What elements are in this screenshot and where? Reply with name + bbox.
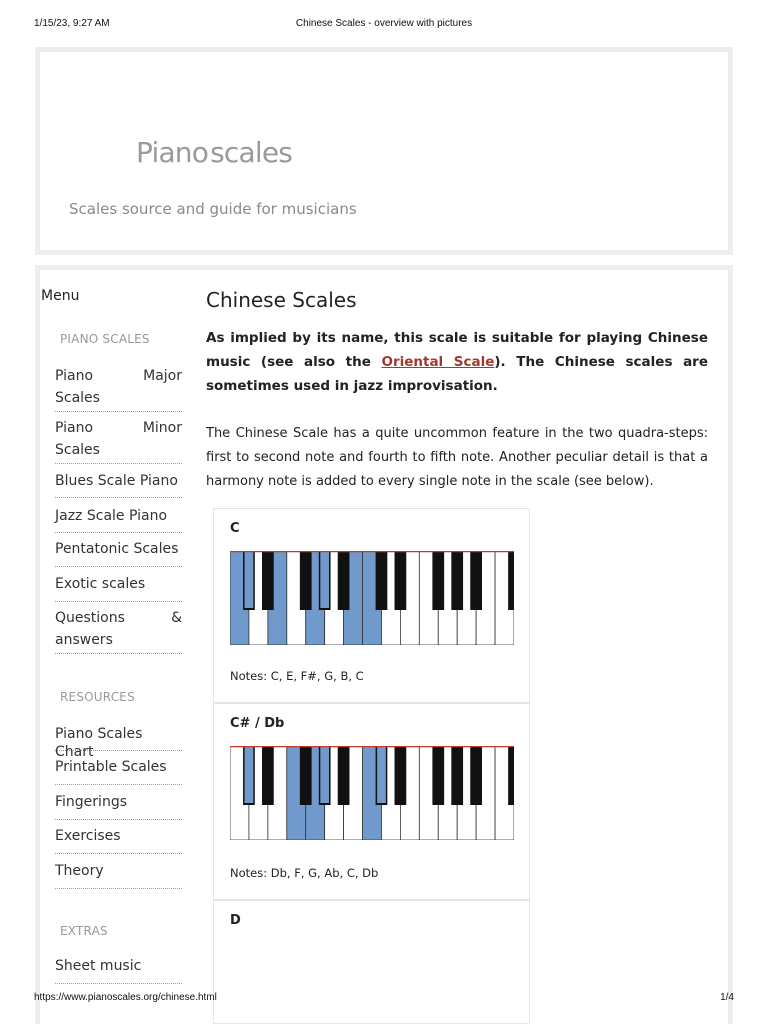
scale-name: C# / Db bbox=[230, 716, 285, 731]
print-doc-title: Chinese Scales - overview with pictures bbox=[295, 18, 473, 29]
black-key bbox=[338, 551, 350, 610]
logo-part-piano: Piano bbox=[136, 136, 209, 169]
sidebar-item-label-word: Scales bbox=[55, 390, 100, 406]
scale-notes: Notes: C, E, F#, G, B, C bbox=[230, 669, 364, 683]
oriental-scale-link[interactable]: Oriental Scale bbox=[381, 354, 495, 370]
black-key bbox=[395, 551, 407, 610]
sidebar-item-exercises[interactable]: Exercises bbox=[55, 827, 182, 854]
sidebar-item-pentatonic-scales[interactable]: Pentatonic Scales bbox=[55, 540, 182, 567]
black-key bbox=[451, 551, 463, 610]
site-tagline: Scales source and guide for musicians bbox=[69, 200, 357, 218]
scale-name: C bbox=[230, 521, 240, 536]
scale-name: D bbox=[230, 913, 241, 928]
intro-text-end: ). The Chinese scales are sometimes used in jazz improvisation. bbox=[206, 354, 708, 394]
black-key-highlight-fill bbox=[320, 746, 329, 803]
piano-keyboard bbox=[230, 551, 514, 645]
sidebar-item-label-word: Scales bbox=[55, 442, 100, 458]
intro-text-start: As implied by its name, this scale is suitable for playing Chinese music (see also the bbox=[206, 330, 708, 370]
black-key bbox=[262, 551, 274, 610]
sidebar-item-piano-scales-chart[interactable]: Piano Scales Chart bbox=[55, 725, 182, 751]
sidebar-item-label-word: & bbox=[171, 610, 182, 626]
print-page-number: 1/4 bbox=[720, 992, 734, 1003]
black-key bbox=[508, 551, 514, 610]
black-key-highlight-fill bbox=[377, 746, 386, 803]
black-key bbox=[395, 746, 407, 805]
sidebar-heading-extras: EXTRAS bbox=[60, 924, 108, 938]
page-title: Chinese Scales bbox=[206, 288, 357, 312]
sidebar-item-fingerings[interactable]: Fingerings bbox=[55, 793, 182, 820]
sidebar-heading-resources: RESOURCES bbox=[60, 690, 135, 704]
black-key-highlight-fill bbox=[245, 746, 254, 803]
description-paragraph: The Chinese Scale has a quite uncommon feature in the two quadra-steps: first to second note and fourth to fifth note. Another peculiar detail is that a harmony note is added to every single note in the scale (see below). bbox=[206, 426, 708, 489]
black-key bbox=[376, 551, 388, 610]
black-key bbox=[432, 551, 444, 610]
black-key bbox=[300, 746, 312, 805]
sidebar-heading-piano-scales: PIANO SCALES bbox=[60, 332, 150, 346]
menu-toggle[interactable]: Menu bbox=[41, 288, 80, 304]
black-key bbox=[451, 746, 463, 805]
sidebar-item-label-word: Minor bbox=[142, 420, 182, 436]
black-key bbox=[338, 746, 350, 805]
print-header bbox=[34, 18, 734, 32]
piano-keyboard bbox=[230, 746, 514, 840]
black-key bbox=[300, 551, 312, 610]
black-key bbox=[432, 746, 444, 805]
sidebar-item-piano-major-scales[interactable] bbox=[55, 367, 182, 412]
sidebar-item-label-word: Major bbox=[143, 368, 182, 384]
print-url: https://www.pianoscales.org/chinese.html bbox=[34, 992, 217, 1003]
sidebar-item-exotic-scales[interactable]: Exotic scales bbox=[55, 575, 182, 602]
black-key-highlight-fill bbox=[245, 551, 254, 608]
black-key bbox=[262, 746, 274, 805]
black-key bbox=[470, 746, 482, 805]
scale-card-c-sharp-d-flat bbox=[213, 703, 530, 900]
print-date: 1/15/23, 9:27 AM bbox=[34, 18, 110, 29]
scale-notes: Notes: Db, F, G, Ab, C, Db bbox=[230, 866, 379, 880]
black-key-highlight-fill bbox=[320, 551, 329, 608]
sidebar-item-piano-minor-scales[interactable] bbox=[55, 419, 182, 464]
site-logo[interactable] bbox=[136, 136, 292, 169]
black-key bbox=[508, 746, 514, 805]
intro-paragraph bbox=[206, 326, 708, 398]
sidebar-item-blues-scale-piano[interactable]: Blues Scale Piano bbox=[55, 472, 182, 498]
sidebar-item-theory[interactable]: Theory bbox=[55, 862, 182, 889]
sidebar-item-label-word: Questions bbox=[55, 610, 125, 626]
black-key bbox=[470, 551, 482, 610]
sidebar-item-label-word: Piano bbox=[55, 420, 94, 436]
sidebar-item-printable-scales[interactable]: Printable Scales bbox=[55, 758, 182, 785]
logo-part-scales: scales bbox=[210, 136, 293, 169]
site-header bbox=[35, 47, 733, 255]
print-footer bbox=[34, 992, 734, 1006]
sidebar-item-label-word: answers bbox=[55, 632, 113, 648]
sidebar-item-label-word: Piano bbox=[55, 368, 94, 384]
sidebar-item-sheet-music[interactable]: Sheet music bbox=[55, 957, 182, 984]
sidebar-item-jazz-scale-piano[interactable]: Jazz Scale Piano bbox=[55, 507, 182, 533]
scale-card-c bbox=[213, 508, 530, 703]
sidebar-item-questions-answers[interactable] bbox=[55, 609, 182, 654]
